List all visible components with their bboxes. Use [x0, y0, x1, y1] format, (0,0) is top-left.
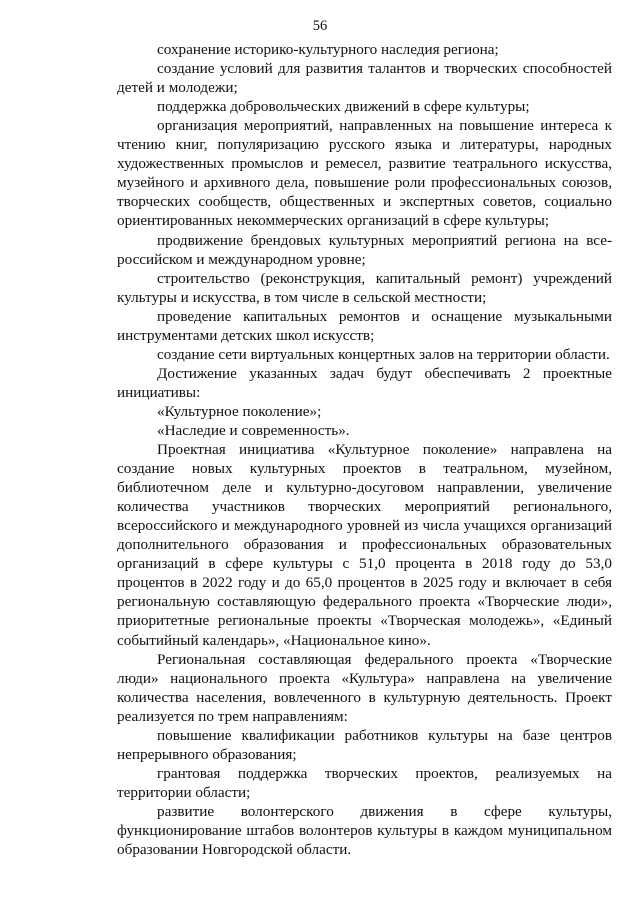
paragraph: «Культурное поколение»; [157, 402, 322, 420]
paragraph: развитие волонтерского движения в сфере культуры, функционирование штабов волонтеров культуры в каждом муниципальном образовании Новгородской области. [117, 802, 612, 859]
paragraph: повышение квалификации работников культуры на базе центров непрерывного образования; [117, 726, 612, 763]
paragraph: поддержка добровольческих движений в сфере культуры; [157, 98, 530, 116]
page-number: 56 [312, 18, 328, 34]
paragraph: Региональная составляющая федерального проекта «Творческие люди» национального проекта «Культура» направлена на увеличение количества населения, вовлеченного в культурную деятельность. Проект реализуется по трем направлениям: [117, 650, 612, 725]
paragraph: «Наследие и современность». [157, 421, 350, 439]
paragraph: сохранение историко-культурного наследия региона; [157, 41, 499, 59]
paragraph: Достижение указанных задач будут обеспечивать 2 проектные инициативы: [117, 364, 612, 401]
paragraph: Проектная инициатива «Культурное поколение» направлена на создание новых культурных проектов в театральном, музейном, библиотечном деле и культурно-досуговом направлении, увеличение количества участников творческих мероприятий регионального, всероссийского и международного уровней из числа учащихся организаций дополнительного образования и профессиональных образовательных организаций в сфере культуры с 51,0 процента в 2018 году до 53,0 процентов в 2022 году и до 65,0 процентов в 2025 году и включает в себя региональную составляющую федерального проекта «Творческие люди», приоритетные региональные проекты «Творческая молодежь», «Единый событийный календарь», «Национальное кино». [117, 441, 612, 649]
paragraph: строительство (реконструкция, капитальный ремонт) учреждений культуры и искусства, в том числе в сельской местности; [117, 269, 612, 306]
paragraph: создание условий для развития талантов и творческих способностей детей и молодежи; [117, 60, 612, 97]
paragraph: создание сети виртуальных концертных залов на территории области. [157, 345, 610, 363]
paragraph: продвижение брендовых культурных мероприятий региона на все-российском и международном уровне; [117, 231, 612, 268]
paragraph: организация мероприятий, направленных на повышение интереса к чтению книг, популяризацию русского языка и литературы, народных художественных промыслов и ремесел, развитие театрального искусства, музейного и архивного дела, повышение роли профессиональных союзов, творческих сообществ, общественных и экспертных советов, социально ориентированных некоммерческих организаций в сфере культуры; [117, 117, 612, 230]
paragraph: грантовая поддержка творческих проектов, реализуемых на территории области; [117, 764, 612, 801]
paragraph: проведение капитальных ремонтов и оснащение музыкальными инструментами детских школ искусств; [117, 307, 612, 344]
